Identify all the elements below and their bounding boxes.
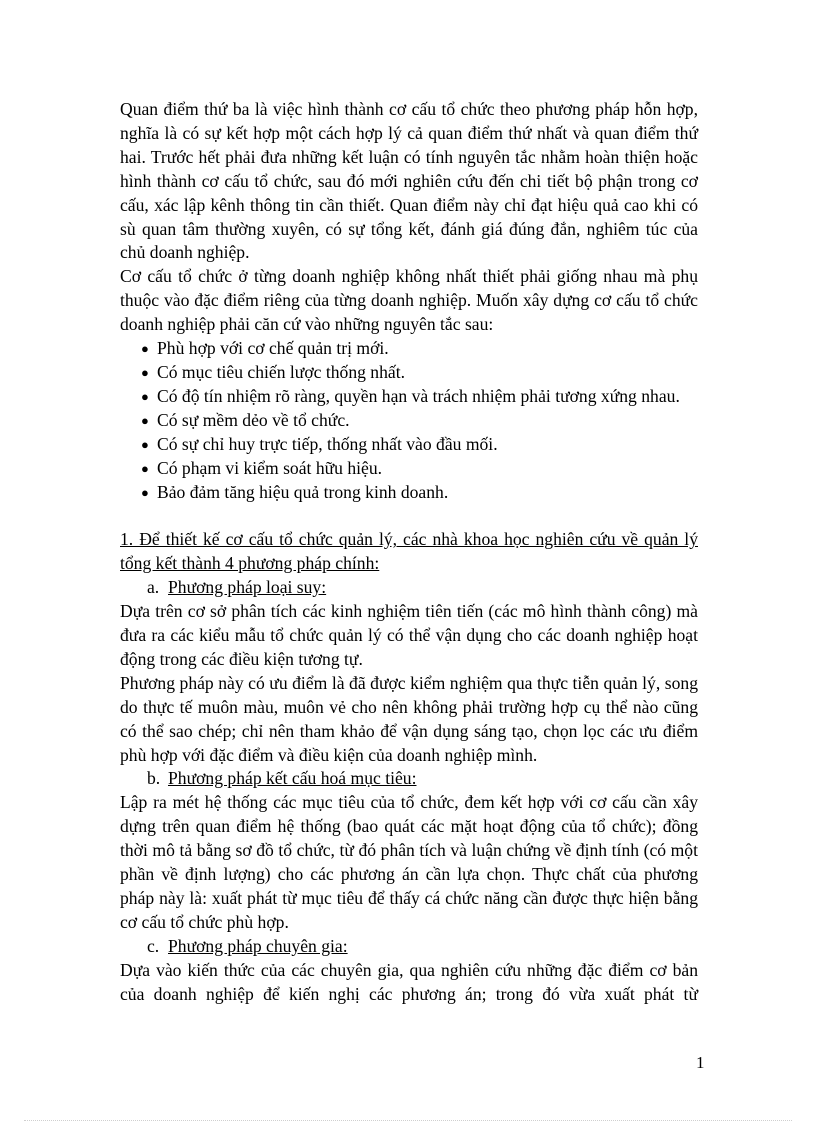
method-a-paragraph-1: Dựa trên cơ sở phân tích các kinh nghiệm tiên tiến (các mô hình thành công) mà đưa ra các kiểu mẫu tổ chức quản lý có thể vận dụng cho các doanh nghiệp hoạt động trong các điều kiện tương tự. bbox=[120, 601, 698, 669]
bullet-icon: ● bbox=[141, 460, 149, 476]
method-a-paragraph-2: Phương pháp này có ưu điểm là đã được kiểm nghiệm qua thực tiễn quản lý, song do thực tế muôn màu, muôn vẻ cho nên không phải trường hợp cụ thể nào cũng có thể sao chép; chỉ nên tham khảo để vận dụng sáng tạo, chọn lọc các ưu điểm phù hợp với đặc điểm và điều kiện của doanh nghiệp mình. bbox=[120, 672, 698, 765]
page-bottom-divider bbox=[24, 1120, 792, 1121]
document-page bbox=[120, 98, 698, 1007]
bullet-icon: ● bbox=[141, 388, 149, 404]
list-item: ● Có phạm vi kiểm soát hữu hiệu. bbox=[120, 457, 698, 481]
list-item: ● Có sự chỉ huy trực tiếp, thống nhất vào đầu mối. bbox=[120, 433, 698, 457]
method-a-title: Phương pháp loại suy: bbox=[168, 577, 327, 598]
principles-paragraph: Cơ cấu tổ chức ở từng doanh nghiệp không nhất thiết phải giống nhau mà phụ thuộc vào đặc điểm riêng của từng doanh nghiệp. Muốn xây dựng cơ cấu tổ chức doanh nghiệp phải căn cứ vào những nguyên tắc sau: bbox=[120, 266, 698, 335]
bullet-icon: ● bbox=[141, 364, 149, 380]
method-c-title: Phương pháp chuyên gia: bbox=[168, 935, 348, 956]
method-b-heading bbox=[120, 767, 698, 791]
intro-paragraph: Quan điểm thứ ba là việc hình thành cơ cấu tổ chức theo phương pháp hỗn hợp, nghĩa là có sự kết hợp một cách hợp lý cả quan điểm thứ nhất và quan điểm thứ hai. Trước hết phải đưa những kết luận có tính nguyên tắc nhằm hoàn thiện hoặc hình thành cơ cấu tổ chức, sau đó mới nghiên cứu đến chi tiết bộ phận trong cơ cấu, xác lập kênh thông tin cần thiết. Quan điểm này chỉ đạt hiệu quả cao khi có sù quan tâm thường xuyên, có sự tổng kết, đánh giá đúng đắn, nghiêm túc của chủ doanh nghiệp. bbox=[120, 99, 698, 263]
bullet-icon: ● bbox=[141, 412, 149, 428]
list-item: ● Có sự mềm dẻo về tổ chức. bbox=[120, 409, 698, 433]
list-item: ● Có mục tiêu chiến lược thống nhất. bbox=[120, 361, 698, 385]
method-a-letter: a. bbox=[147, 577, 160, 598]
principles-list bbox=[120, 337, 698, 504]
section-heading: 1. Để thiết kế cơ cấu tổ chức quản lý, các nhà khoa học nghiên cứu về quản lý tổng kết thành 4 phương pháp chính: bbox=[120, 529, 698, 574]
method-a-heading bbox=[120, 576, 698, 600]
method-b-letter: b. bbox=[147, 768, 161, 789]
method-c-heading bbox=[120, 935, 698, 959]
bullet-icon: ● bbox=[141, 341, 149, 357]
list-item: ● Bảo đảm tăng hiệu quả trong kinh doanh. bbox=[120, 481, 698, 505]
list-item: ● Phù hợp với cơ chế quản trị mới. bbox=[120, 337, 698, 361]
method-b-title: Phương pháp kết cấu hoá mục tiêu: bbox=[168, 768, 417, 789]
list-item: ● Có độ tín nhiệm rõ ràng, quyền hạn và trách nhiệm phải tương xứng nhau. bbox=[120, 385, 698, 409]
spacer bbox=[120, 504, 698, 528]
page-number: 1 bbox=[696, 1053, 705, 1072]
method-b-paragraph-1: Lập ra mét hệ thống các mục tiêu của tổ chức, đem kết hợp với cơ cấu cần xây dựng trên quan điểm hệ thống (bao quát các mặt hoạt động của tổ chức); đồng thời mô tả bằng sơ đồ tổ chức, từ đó phân tích và luận chứng về định tính (có một phần về định lượng) cho các phương án cần lựa chọn. Thực chất của phương pháp này là: xuất phát từ mục tiêu để thấy cá chức năng cần được thực hiện bằng cơ cấu tổ chức phù hợp. bbox=[120, 792, 698, 932]
bullet-icon: ● bbox=[141, 484, 149, 500]
bullet-icon: ● bbox=[141, 436, 149, 452]
method-c-letter: c. bbox=[147, 935, 160, 956]
method-c-paragraph-1: Dựa vào kiến thức của các chuyên gia, qua nghiên cứu những đặc điểm cơ bản của doanh nghiệp để kiến nghị các phương án; trong đó vừa xuất phát từ bbox=[120, 959, 698, 1004]
